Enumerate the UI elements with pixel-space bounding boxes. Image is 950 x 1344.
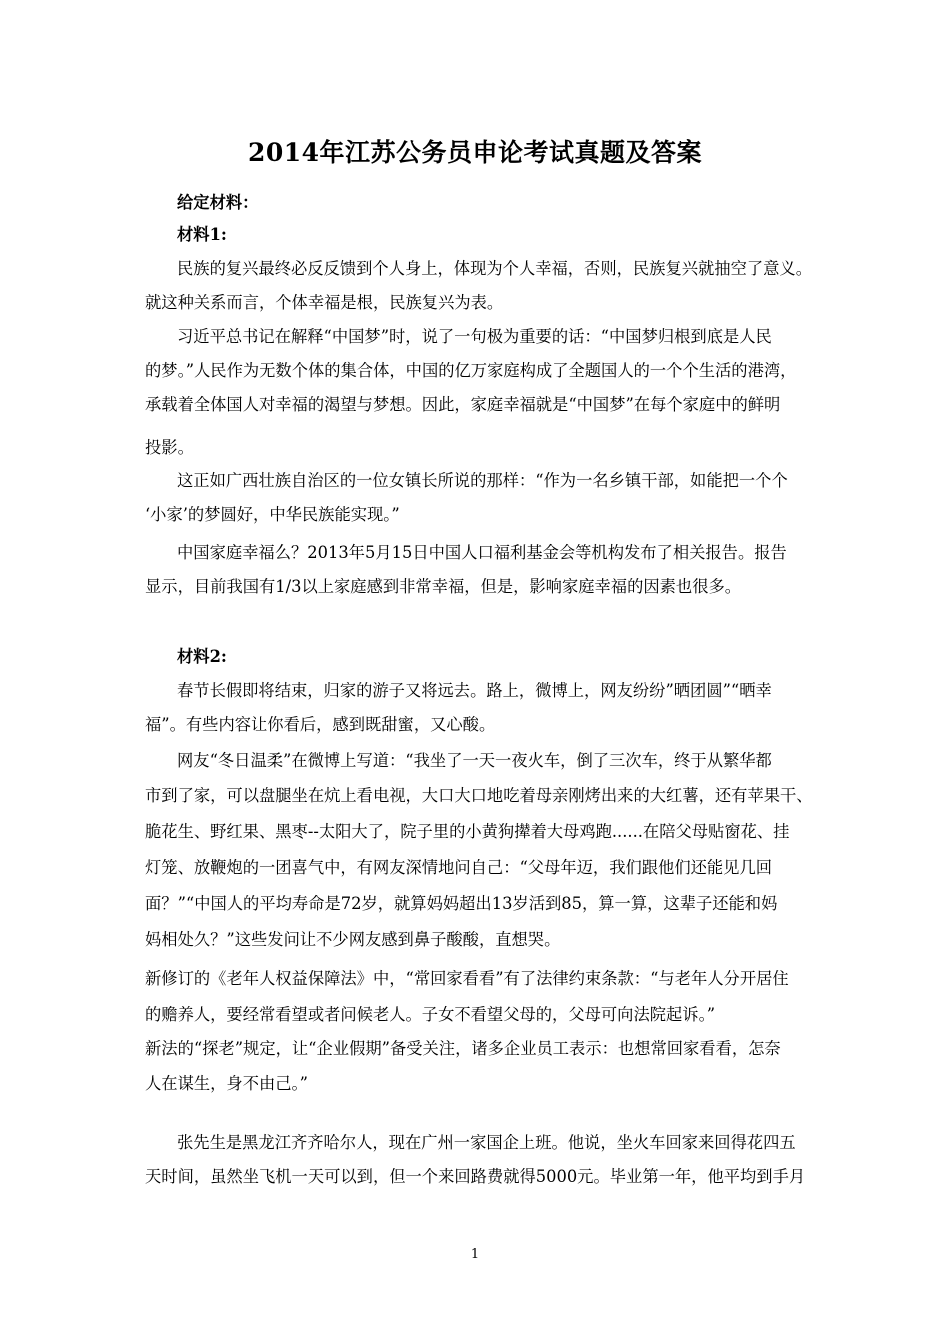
paragraph-line: 就这种关系而言，个体幸福是根，民族复兴为表。 bbox=[145, 293, 504, 312]
paragraph-line: 天时间，虽然坐飞机一天可以到，但一个来回路费就得5000元。毕业第一年，他平均到手月 bbox=[145, 1167, 806, 1186]
paragraph-line: 人在谋生，身不由己。” bbox=[145, 1074, 308, 1093]
paragraph-line: 投影。 bbox=[145, 438, 194, 457]
paragraph-line: 面？”“中国人的平均寿命是72岁，就算妈妈超出13岁活到85，算一算，这辈子还能和妈 bbox=[145, 894, 778, 913]
paragraph-line: 习近平总书记在解释“中国梦”时，说了一句极为重要的话：“中国梦归根到底是人民 bbox=[177, 327, 772, 346]
given-materials-heading: 给定材料： bbox=[177, 193, 259, 212]
paragraph-line: 灯笼、放鞭炮的一团喜气中，有网友深情地问自己：“父母年迈，我们跟他们还能见几回 bbox=[145, 858, 773, 877]
paragraph-line: 新修订的《老年人权益保障法》中，“常回家看看”有了法律约束条款：“与老年人分开居住 bbox=[145, 969, 789, 988]
paragraph-line: 脆花生、野红果、黑枣--太阳大了，院子里的小黄狗撵着大母鸡跑......在陪父母贴窗花、挂 bbox=[145, 822, 790, 841]
paragraph-line: 春节长假即将结束，归家的游子又将远去。路上，微博上，网友纷纷”晒团圆”“晒幸 bbox=[177, 681, 772, 700]
paragraph-line: 这正如广西壮族自治区的一位女镇长所说的那样：“作为一名乡镇干部，如能把一个个 bbox=[177, 471, 788, 490]
paragraph-line: 市到了家，可以盘腿坐在炕上看电视，大口大口地吃着母亲刚烤出来的大红薯，还有苹果干、 bbox=[145, 786, 813, 805]
paragraph-line: 新法的“探老”规定，让“企业假期”备受关注，诸多企业员工表示：也想常回家看看，怎奈 bbox=[145, 1039, 781, 1058]
material-1-heading: 材料1: bbox=[177, 225, 227, 244]
paragraph-line: ‘小家’的梦圆好，中华民族能实现。” bbox=[145, 505, 400, 524]
document-title: 2014年江苏公务员申论考试真题及答案 bbox=[247, 138, 703, 167]
page-number: 1 bbox=[470, 1247, 480, 1262]
paragraph-line: 显示，目前我国有1/3以上家庭感到非常幸福，但是，影响家庭幸福的因素也很多。 bbox=[145, 577, 742, 596]
paragraph-line: 民族的复兴最终必反反馈到个人身上，体现为个人幸福，否则，民族复兴就抽空了意义。 bbox=[177, 259, 812, 278]
paragraph-line: 妈相处久？”这些发问让不少网友感到鼻子酸酸，直想哭。 bbox=[145, 930, 561, 949]
material-2-heading: 材料2: bbox=[177, 647, 227, 666]
paragraph-line: 张先生是黑龙江齐齐哈尔人，现在广州一家国企上班。他说，坐火车回家来回得花四五 bbox=[177, 1133, 796, 1152]
paragraph-line: 承载着全体国人对幸福的渴望与梦想。因此，家庭幸福就是“中国梦”在每个家庭中的鲜明 bbox=[145, 395, 781, 414]
paragraph-line: 的梦。”人民作为无数个体的集合体，中国的亿万家庭构成了全题国人的一个个生活的港湾， bbox=[145, 361, 797, 380]
paragraph-line: 福”。有些内容让你看后，感到既甜蜜，又心酸。 bbox=[145, 715, 496, 734]
paragraph-line: 中国家庭幸福么？2013年5月15日中国人口福利基金会等机构发布了相关报告。报告 bbox=[177, 543, 787, 562]
paragraph-line: 网友“冬日温柔”在微博上写道：“我坐了一天一夜火车，倒了三次车，终于从繁华都 bbox=[177, 751, 772, 770]
paragraph-line: 的赡养人，要经常看望或者问候老人。子女不看望父母的，父母可向法院起诉。” bbox=[145, 1005, 716, 1024]
